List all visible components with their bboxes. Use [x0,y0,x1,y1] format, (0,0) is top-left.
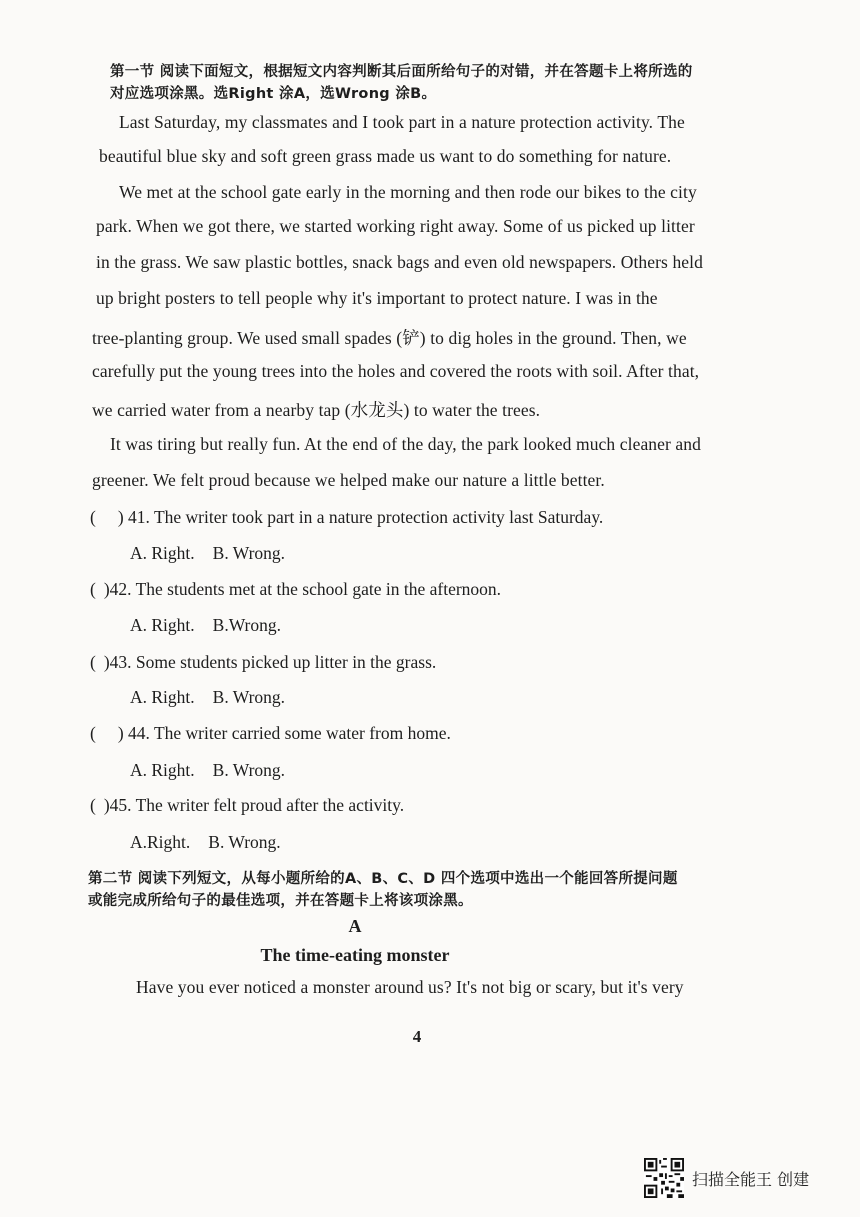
question-text: 42. The students met at the school gate in the afternoon. [109,579,502,599]
option-b: B.Wrong. [212,615,281,635]
scanner-watermark-text: 扫描全能王 创建 [692,1169,810,1189]
question-44-options [130,760,285,781]
question-text: 44. The writer carried some water from home. [128,723,451,743]
option-a: A. Right. [130,687,195,707]
question-45-options [130,832,281,853]
section1-instruction-line1: 第一节 阅读下面短文，根据短文内容判断其后面所给句子的对错，并在答题卡上将所选的 [110,64,693,80]
section1-instruction-line2: 对应选项涂黑。选Right 涂A，选Wrong 涂B。 [110,86,437,102]
passage-line: Last Saturday, my classmates and I took part in a nature protection activity. The [119,112,685,132]
section2-instruction-line2: 或能完成所给句子的最佳选项，并在答题卡上将该项涂黑。 [88,893,473,909]
question-text: 41. The writer took part in a nature protection activity last Saturday. [128,507,604,527]
question-43-options [130,687,285,708]
answer-paren-close: ) [117,723,124,743]
answer-paren-open: ( [90,507,96,527]
option-a: A.Right. [130,832,191,852]
question-43 [90,652,436,673]
answer-paren-close: ) [117,507,124,527]
passage-line: in the grass. We saw plastic bottles, snack bags and even old newspapers. Others held [96,252,703,272]
qr-code-icon [644,1158,684,1198]
question-41-options [130,543,285,564]
passage-line: up bright posters to tell people why it's important to protect nature. I was in the [96,288,658,308]
option-b: B. Wrong. [212,687,286,707]
answer-paren-open: ( [90,652,96,672]
passage-line: carefully put the young trees into the holes and covered the roots with soil. After that, [92,361,700,381]
answer-paren-close: ) [103,579,110,599]
answer-paren-open: ( [90,579,96,599]
answer-paren-close: ) [103,795,110,815]
scanner-watermark [644,1158,809,1198]
question-41 [90,507,603,528]
passage-line: tree-planting group. We used small spades (铲) to dig holes in the ground. Then, we [92,328,687,348]
passage-line: greener. We felt proud because we helped make our nature a little better. [92,470,605,490]
option-a: A. Right. [130,615,195,635]
passage-line: We met at the school gate early in the morning and then rode our bikes to the city [119,182,697,202]
passage-line: park. When we got there, we started working right away. Some of us picked up litter [96,216,695,236]
option-a: A. Right. [130,543,195,563]
section2-instruction-line1: 第二节 阅读下列短文，从每小题所给的A、B、C、D 四个选项中选出一个能回答所提问题 [88,871,678,887]
answer-paren-open: ( [90,795,96,815]
answer-paren-close: ) [103,652,110,672]
question-44 [90,723,451,744]
question-text: 43. Some students picked up litter in the grass. [109,652,437,672]
question-text: 45. The writer felt proud after the activity. [109,795,405,815]
passage-line: we carried water from a nearby tap (水龙头) to water the trees. [92,400,541,420]
option-b: B. Wrong. [212,760,286,780]
passage-line: beautiful blue sky and soft green grass made us want to do something for nature. [99,146,672,166]
question-45 [90,795,404,816]
passage-title: The time-eating monster [260,945,450,965]
question-42 [90,579,501,600]
answer-paren-open: ( [90,723,96,743]
question-42-options [130,615,281,636]
option-b: B. Wrong. [208,832,281,852]
passage-part-label: A [348,916,362,936]
option-b: B. Wrong. [212,543,286,563]
passage-first-line: Have you ever noticed a monster around us? It's not big or scary, but it's very [136,977,684,997]
passage-line: It was tiring but really fun. At the end of the day, the park looked much cleaner and [110,434,701,454]
page-number: 4 [412,1027,422,1046]
option-a: A. Right. [130,760,195,780]
